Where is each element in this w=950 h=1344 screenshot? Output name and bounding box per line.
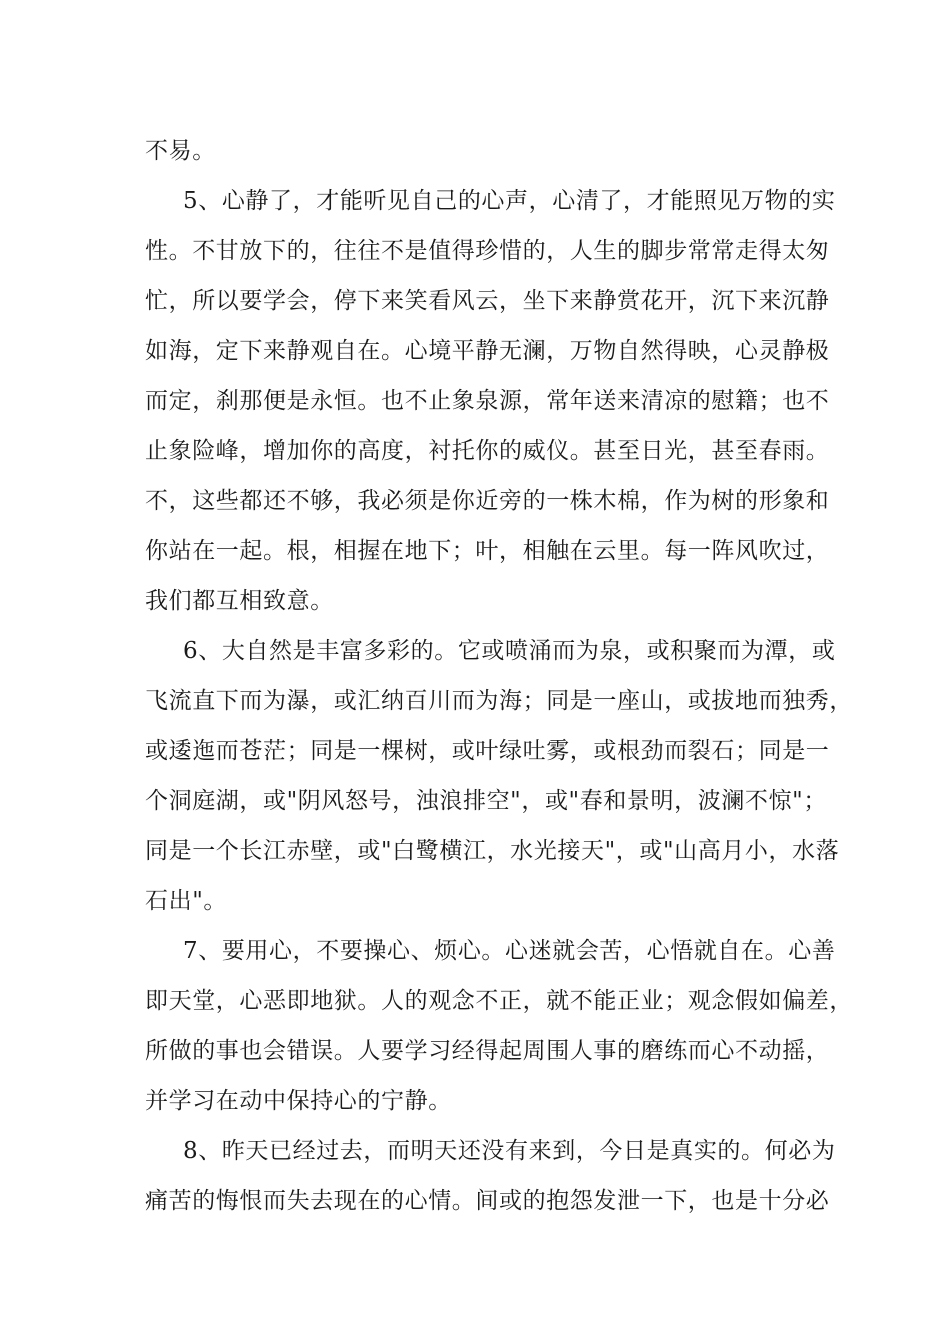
paragraph-8: [145, 1126, 836, 1226]
text-line: 痛苦的悔恨而失去现在的心情。间或的抱怨发泄一下，也是十分必: [145, 1188, 830, 1214]
text-line: 我们都互相致意。: [145, 588, 334, 614]
text-line: 如海，定下来静观自在。心境平静无澜，万物自然得映，心灵静极: [145, 338, 830, 364]
text-line: 飞流直下而为瀑，或汇纳百川而为海；同是一座山，或拔地而独秀，: [145, 688, 853, 714]
text-line: 即天堂，心恶即地狱。人的观念不正，就不能正业；观念假如偏差，: [145, 988, 853, 1014]
document-body: [145, 126, 853, 1226]
text-line: 而定，刹那便是永恒。也不止象泉源，常年送来清凉的慰籍；也不: [145, 388, 830, 414]
text-line: 同是一个长江赤壁，或"白鹭横江，水光接天"，或"山高月小，水落: [145, 838, 840, 864]
paragraph-7: [145, 926, 853, 1126]
text-line: 8、昨天已经过去，而明天还没有来到，今日是真实的。何必为: [183, 1138, 836, 1164]
text-line: 7、要用心，不要操心、烦心。心迷就会苦，心悟就自在。心善: [183, 938, 836, 964]
text-line: 性。不甘放下的，往往不是值得珍惜的，人生的脚步常常走得太匆: [145, 238, 830, 264]
text-line: 忙，所以要学会，停下来笑看风云，坐下来静赏花开，沉下来沉静: [145, 288, 830, 314]
text-line: 不易。: [145, 138, 216, 164]
text-line: 5、心静了，才能听见自己的心声，心清了，才能照见万物的实: [183, 188, 836, 214]
text-line: 所做的事也会错误。人要学习经得起周围人事的磨练而心不动摇，: [145, 1038, 830, 1064]
text-line: 个洞庭湖，或"阴风怒号，浊浪排空"，或"春和景明，波澜不惊"；: [145, 788, 827, 814]
paragraph: [145, 126, 825, 176]
paragraph-6: [145, 626, 853, 926]
text-line: 止象险峰，增加你的高度，衬托你的威仪。甚至日光，甚至春雨。: [145, 438, 830, 464]
text-line: 不，这些都还不够，我必须是你近旁的一株木棉，作为树的形象和: [145, 488, 830, 514]
text-line: 石出"。: [145, 888, 227, 914]
text-line: 或逶迤而苍茫；同是一棵树，或叶绿吐雾，或根劲而裂石；同是一: [145, 738, 830, 764]
text-line: 你站在一起。根，相握在地下；叶，相触在云里。每一阵风吹过，: [145, 538, 830, 564]
text-line: 6、大自然是丰富多彩的。它或喷涌而为泉，或积聚而为潭，或: [183, 638, 836, 664]
text-line: 并学习在动中保持心的宁静。: [145, 1088, 452, 1114]
paragraph-5: [145, 176, 836, 626]
